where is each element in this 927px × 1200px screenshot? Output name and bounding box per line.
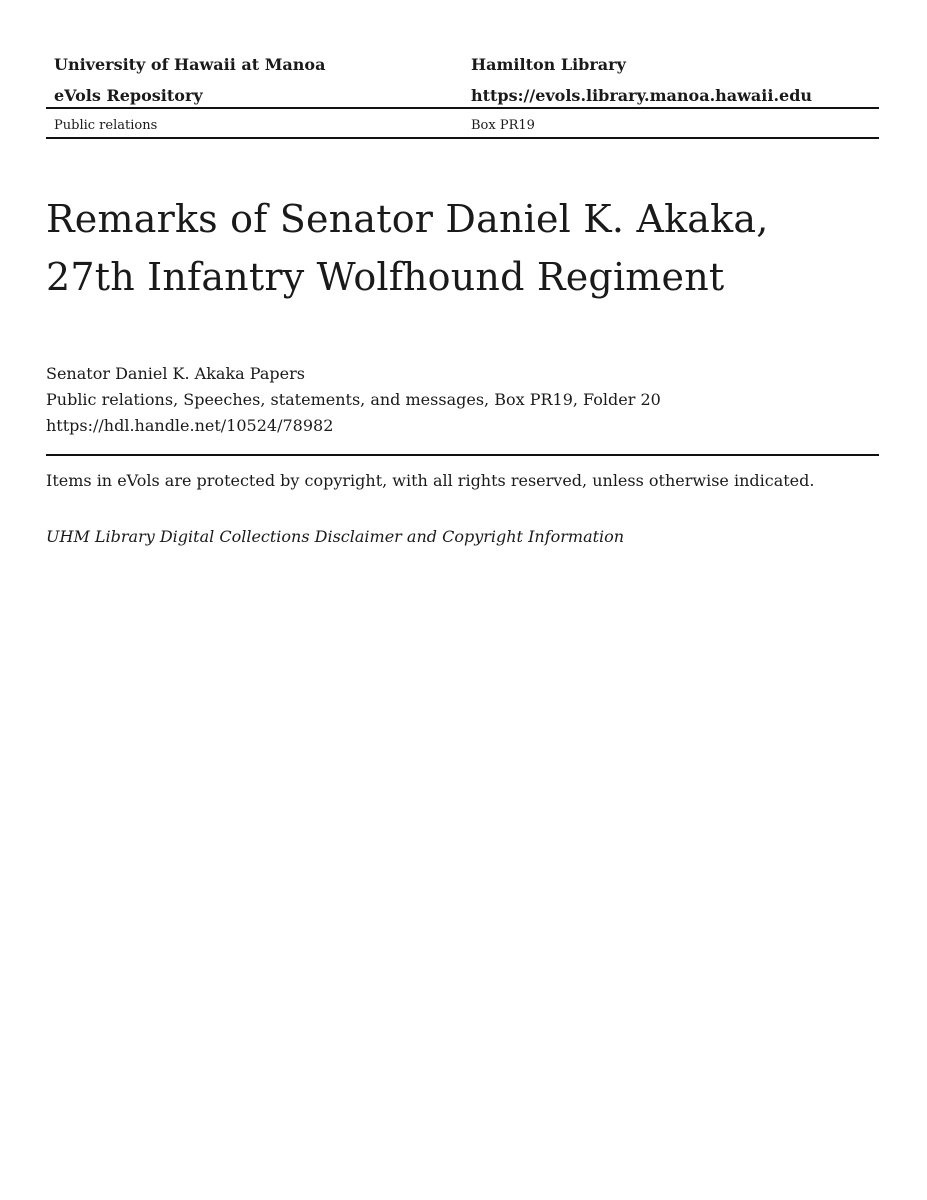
- copyright-notice: Items in eVols are protected by copyright, with all rights reserved, unless otherwise indicated.: [46, 471, 815, 490]
- library-name: Hamilton Library: [471, 55, 626, 74]
- collection-series: Public relations: [54, 118, 158, 133]
- document-metadata: [46, 361, 879, 439]
- folder-location: Public relations, Speeches, statements, and messages, Box PR19, Folder 20: [46, 390, 661, 409]
- document-title: [46, 190, 879, 306]
- collection-name: Senator Daniel K. Akaka Papers: [46, 364, 305, 383]
- handle-link[interactable]: https://hdl.handle.net/10524/78982: [46, 416, 334, 435]
- institution-name: University of Hawaii at Manoa: [54, 55, 326, 74]
- title-line-2: 27th Infantry Wolfhound Regiment: [46, 255, 725, 299]
- repository-header: [46, 52, 879, 114]
- header-subrow: [46, 116, 879, 136]
- repository-name: eVols Repository: [54, 86, 203, 105]
- header-divider-bottom: [46, 137, 879, 139]
- header-row-2: [46, 83, 879, 114]
- repository-url[interactable]: https://evols.library.manoa.hawaii.edu: [471, 86, 813, 105]
- title-line-1: Remarks of Senator Daniel K. Akaka,: [46, 197, 769, 241]
- metadata-divider: [46, 454, 879, 456]
- header-row-1: [46, 52, 879, 83]
- disclaimer-link[interactable]: UHM Library Digital Collections Disclaimer and Copyright Information: [46, 527, 625, 546]
- box-label: Box PR19: [471, 118, 535, 133]
- header-divider-top: [46, 107, 879, 109]
